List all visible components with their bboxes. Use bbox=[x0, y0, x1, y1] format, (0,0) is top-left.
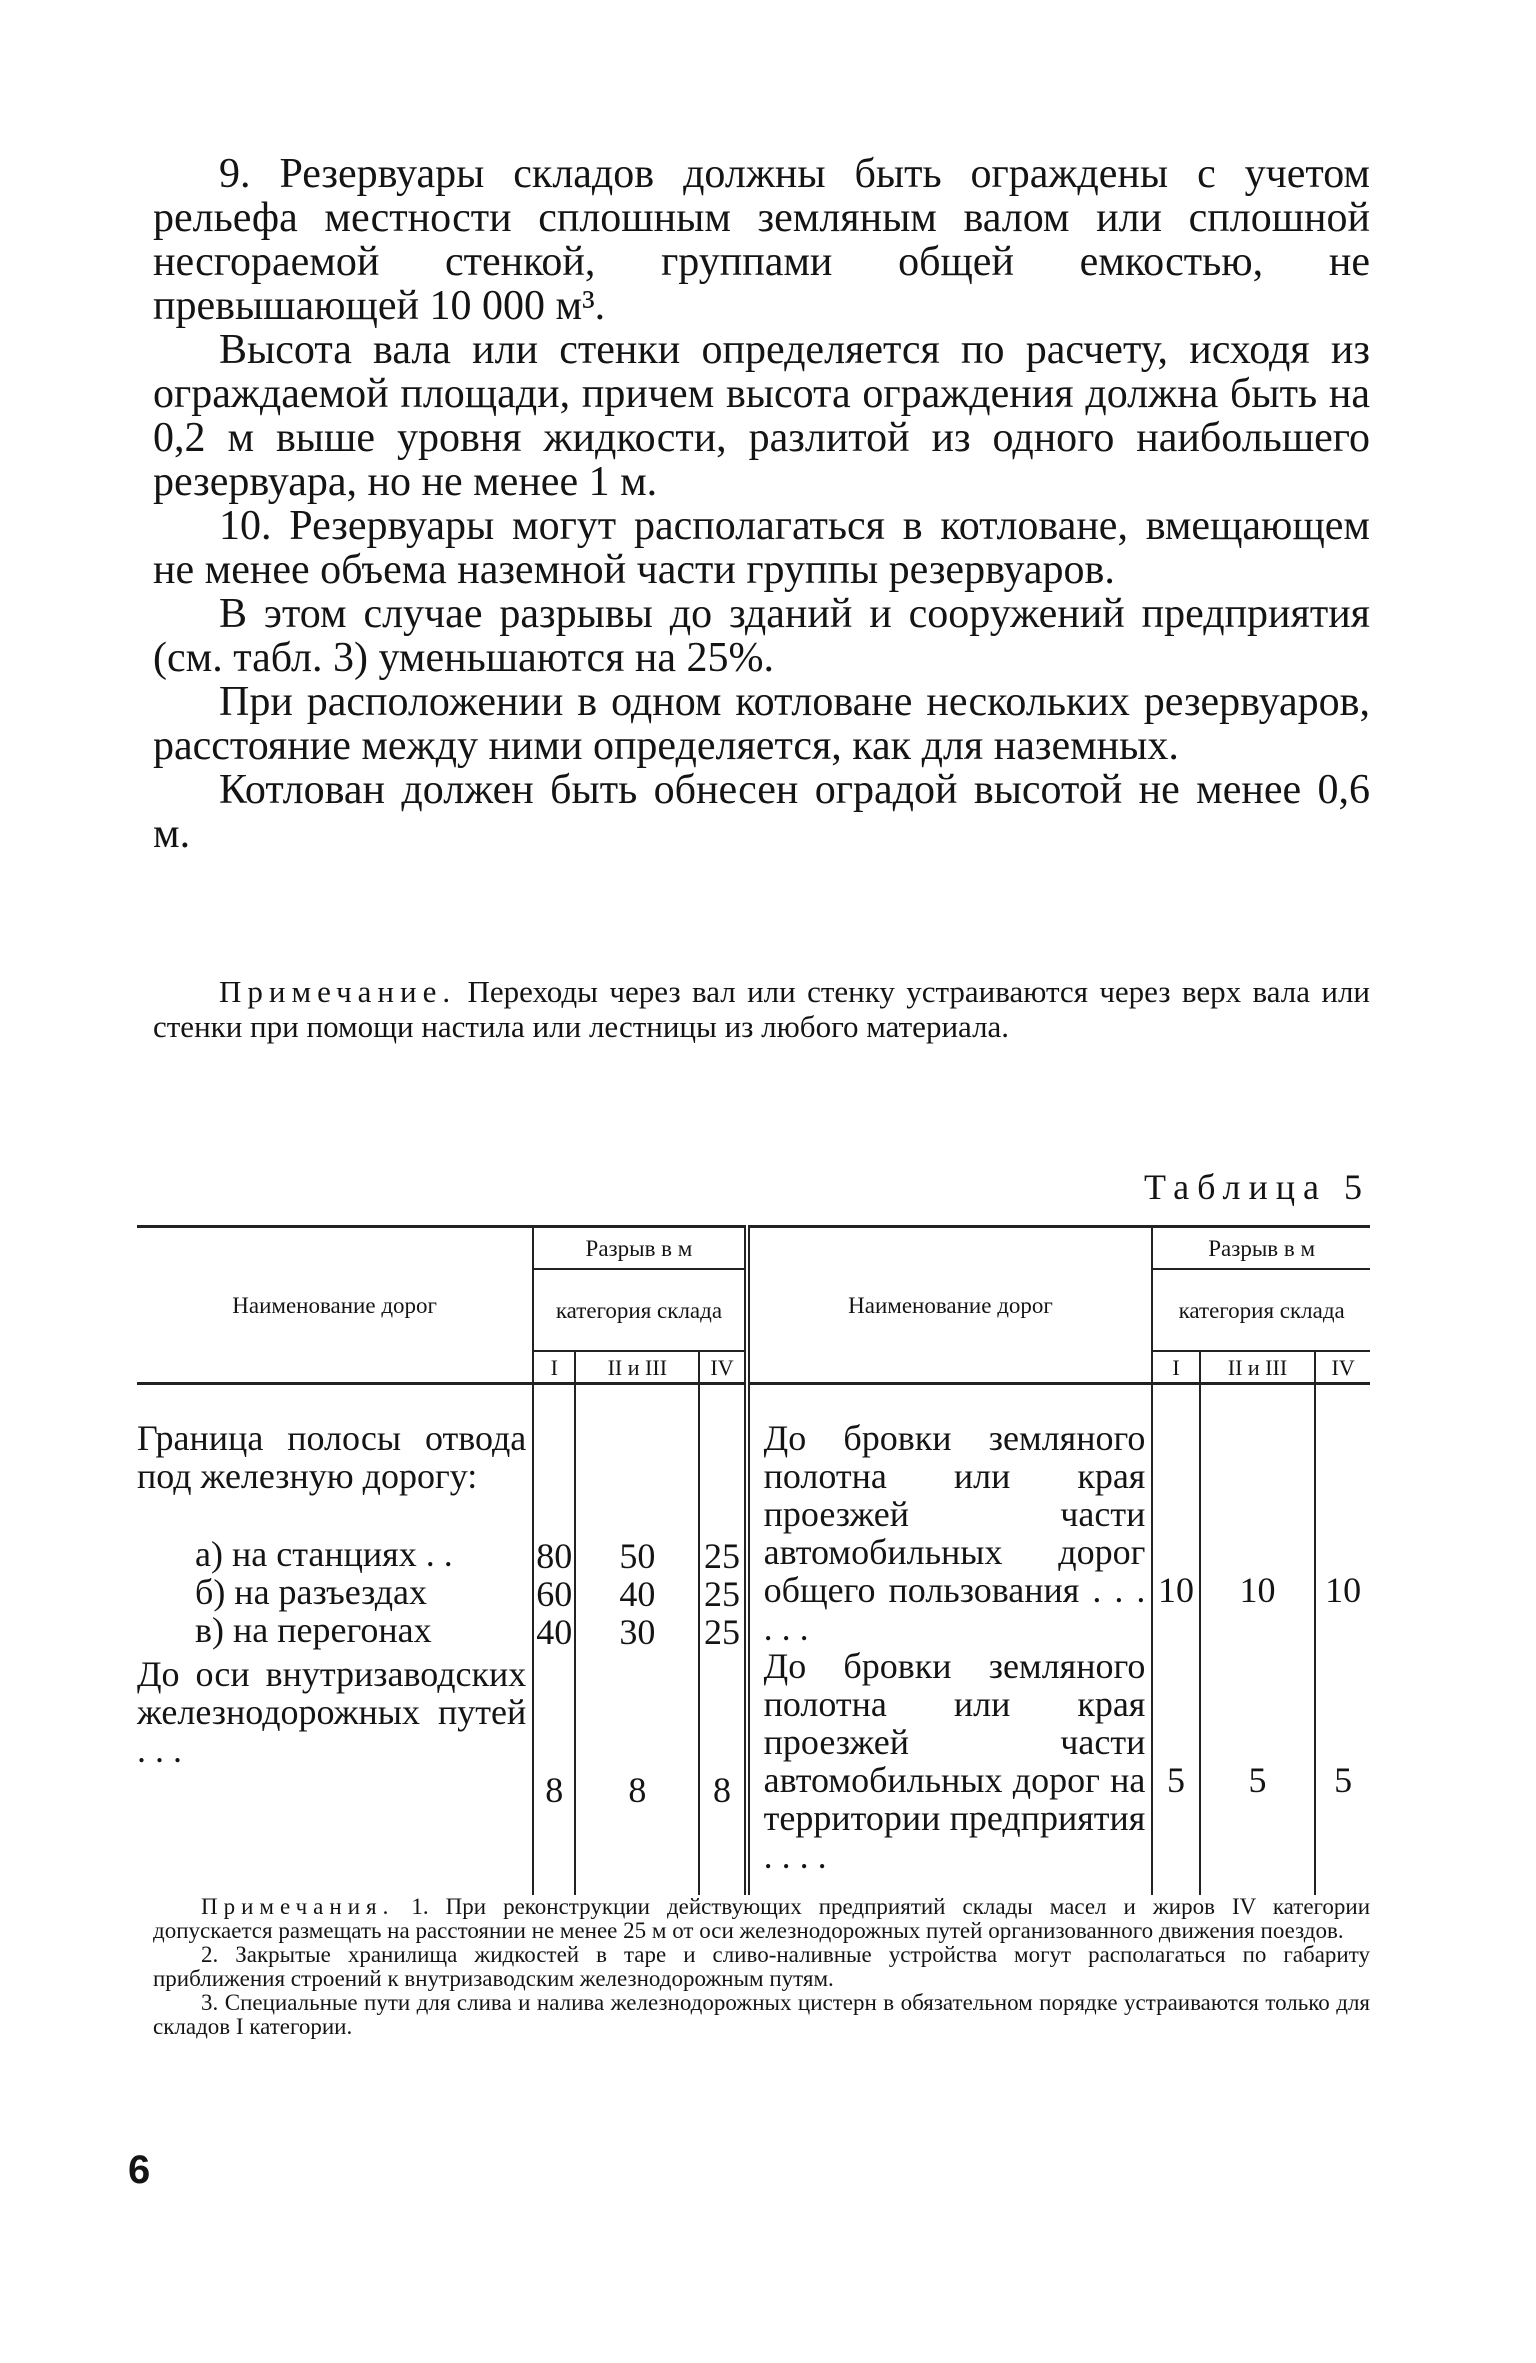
cell: 25 bbox=[703, 1536, 740, 1576]
cell: 10 bbox=[1239, 1570, 1276, 1610]
cell: 40 bbox=[619, 1574, 656, 1614]
cell: 5 bbox=[1334, 1760, 1353, 1800]
table-caption: Таблица 5 bbox=[1144, 1167, 1370, 1207]
cell: 8 bbox=[545, 1770, 564, 1810]
footnote-3: 3. Специальные пути для слива и налива железнодорожных цистерн в обязательном порядке устраиваются только для складов I категории. bbox=[153, 1990, 1370, 2039]
cell: 25 bbox=[703, 1612, 740, 1652]
paragraph-reduction: В этом случае разрывы до зданий и сооружений предприятия (см. табл. 3) уменьшаются на 25%. bbox=[153, 591, 1370, 681]
cell: 30 bbox=[619, 1612, 656, 1652]
cell: 50 bbox=[619, 1536, 656, 1576]
left-body bbox=[137, 1384, 533, 1896]
header-cat-i-left: I bbox=[533, 1351, 575, 1384]
footnote-1-text: 1. При реконструкции действующих предприятий склады масел и жиров IV категории допускается размещать на расстоянии не менее 25 м от оси железнодорожных путей организованного движения поездов. bbox=[153, 1894, 1370, 1943]
note bbox=[153, 974, 1370, 1044]
header-gap-left: Разрыв в м bbox=[533, 1227, 746, 1270]
header-cat-i-right: I bbox=[1152, 1351, 1199, 1384]
cell: 5 bbox=[1167, 1760, 1185, 1800]
body-text bbox=[153, 152, 1370, 856]
page-number: 6 bbox=[128, 2148, 151, 2192]
right-row-site-roads: До бровки земляного полотна или края проезжей части автомобильных дорог на территории предприятия . . . . bbox=[763, 1646, 1146, 1876]
cell: 60 bbox=[536, 1574, 573, 1614]
paragraph-9: 9. Резервуары складов должны быть ограждены с учетом рельефа местности сплошным земляным валом или сплошной несгораемой стенкой, группами общей емкостью, не превышающей 10 000 м³. bbox=[153, 151, 1370, 329]
header-cat-iv-left: IV bbox=[699, 1351, 746, 1384]
right-col-iv bbox=[1315, 1384, 1370, 1896]
left-row-sidings: б) на разъездах bbox=[195, 1572, 428, 1612]
table-footnotes bbox=[153, 1895, 1370, 2039]
right-col-i bbox=[1152, 1384, 1199, 1896]
note-text: Переходы через вал или стенку устраиваются через верх вала или стенки при помощи настила или лестницы из любого материала. bbox=[153, 974, 1370, 1044]
cell: 8 bbox=[712, 1770, 731, 1810]
right-body bbox=[747, 1384, 1153, 1896]
header-category-left: категория склада bbox=[533, 1269, 746, 1351]
header-name-left: Наименование дорог bbox=[137, 1227, 533, 1384]
paragraph-spacing: При расположении в одном котловане нескольких резервуаров, расстояние между ними определяется, как для наземных. bbox=[153, 679, 1370, 769]
cell: 80 bbox=[536, 1536, 573, 1576]
left-row-stations: а) на станциях . . bbox=[195, 1534, 453, 1574]
footnote-1 bbox=[153, 1895, 1370, 1943]
table-5 bbox=[137, 1225, 1370, 1895]
left-intro: Граница полосы отвода под железную дорогу: bbox=[137, 1418, 527, 1496]
cell: 10 bbox=[1325, 1570, 1362, 1610]
left-col-i bbox=[533, 1384, 575, 1896]
header-gap-right: Разрыв в м bbox=[1152, 1227, 1370, 1270]
paragraph-wall-height: Высота вала или стенки определяется по расчету, исходя из ограждаемой площади, причем высота ограждения должна быть на 0,2 м выше уровня жидкости, разлитой из одного наибольшего резервуара, но не менее 1 м. bbox=[153, 327, 1370, 505]
cell: 8 bbox=[628, 1770, 647, 1810]
right-row-public-roads: До бровки земляного полотна или края проезжей части автомобильных дорог общего пользования . . . . . . bbox=[763, 1418, 1146, 1648]
header-name-right: Наименование дорог bbox=[747, 1227, 1153, 1384]
header-cat-ii-iii-left: II и III bbox=[575, 1351, 699, 1384]
left-col-iv bbox=[699, 1384, 746, 1896]
left-row-internal: До оси внутризаводских железнодорожных путей . . . bbox=[137, 1654, 527, 1770]
cell: 5 bbox=[1248, 1760, 1267, 1800]
cell: 10 bbox=[1158, 1570, 1194, 1610]
footnotes-label: Примечания. bbox=[201, 1894, 395, 1919]
paragraph-pit-fence: Котлован должен быть обнесен оградой высотой не менее 0,6 м. bbox=[153, 767, 1370, 857]
header-cat-iv-right: IV bbox=[1315, 1351, 1370, 1384]
right-col-ii-iii bbox=[1200, 1384, 1316, 1896]
cell: 25 bbox=[703, 1574, 740, 1614]
header-category-right: категория склада bbox=[1152, 1269, 1370, 1351]
footnote-2: 2. Закрытые хранилища жидкостей в таре и сливо-наливные устройства могут располагаться по габариту приближения строений к внутризаводским железнодорожным путям. bbox=[153, 1942, 1370, 1991]
header-cat-ii-iii-right: II и III bbox=[1200, 1351, 1316, 1384]
paragraph-10: 10. Резервуары могут располагаться в котловане, вмещающем не менее объема наземной части группы резервуаров. bbox=[153, 503, 1370, 593]
note-label: Примечание. bbox=[219, 974, 457, 1009]
cell: 40 bbox=[536, 1612, 573, 1652]
left-row-hauls: в) на перегонах bbox=[195, 1610, 432, 1650]
left-col-ii-iii bbox=[575, 1384, 699, 1896]
